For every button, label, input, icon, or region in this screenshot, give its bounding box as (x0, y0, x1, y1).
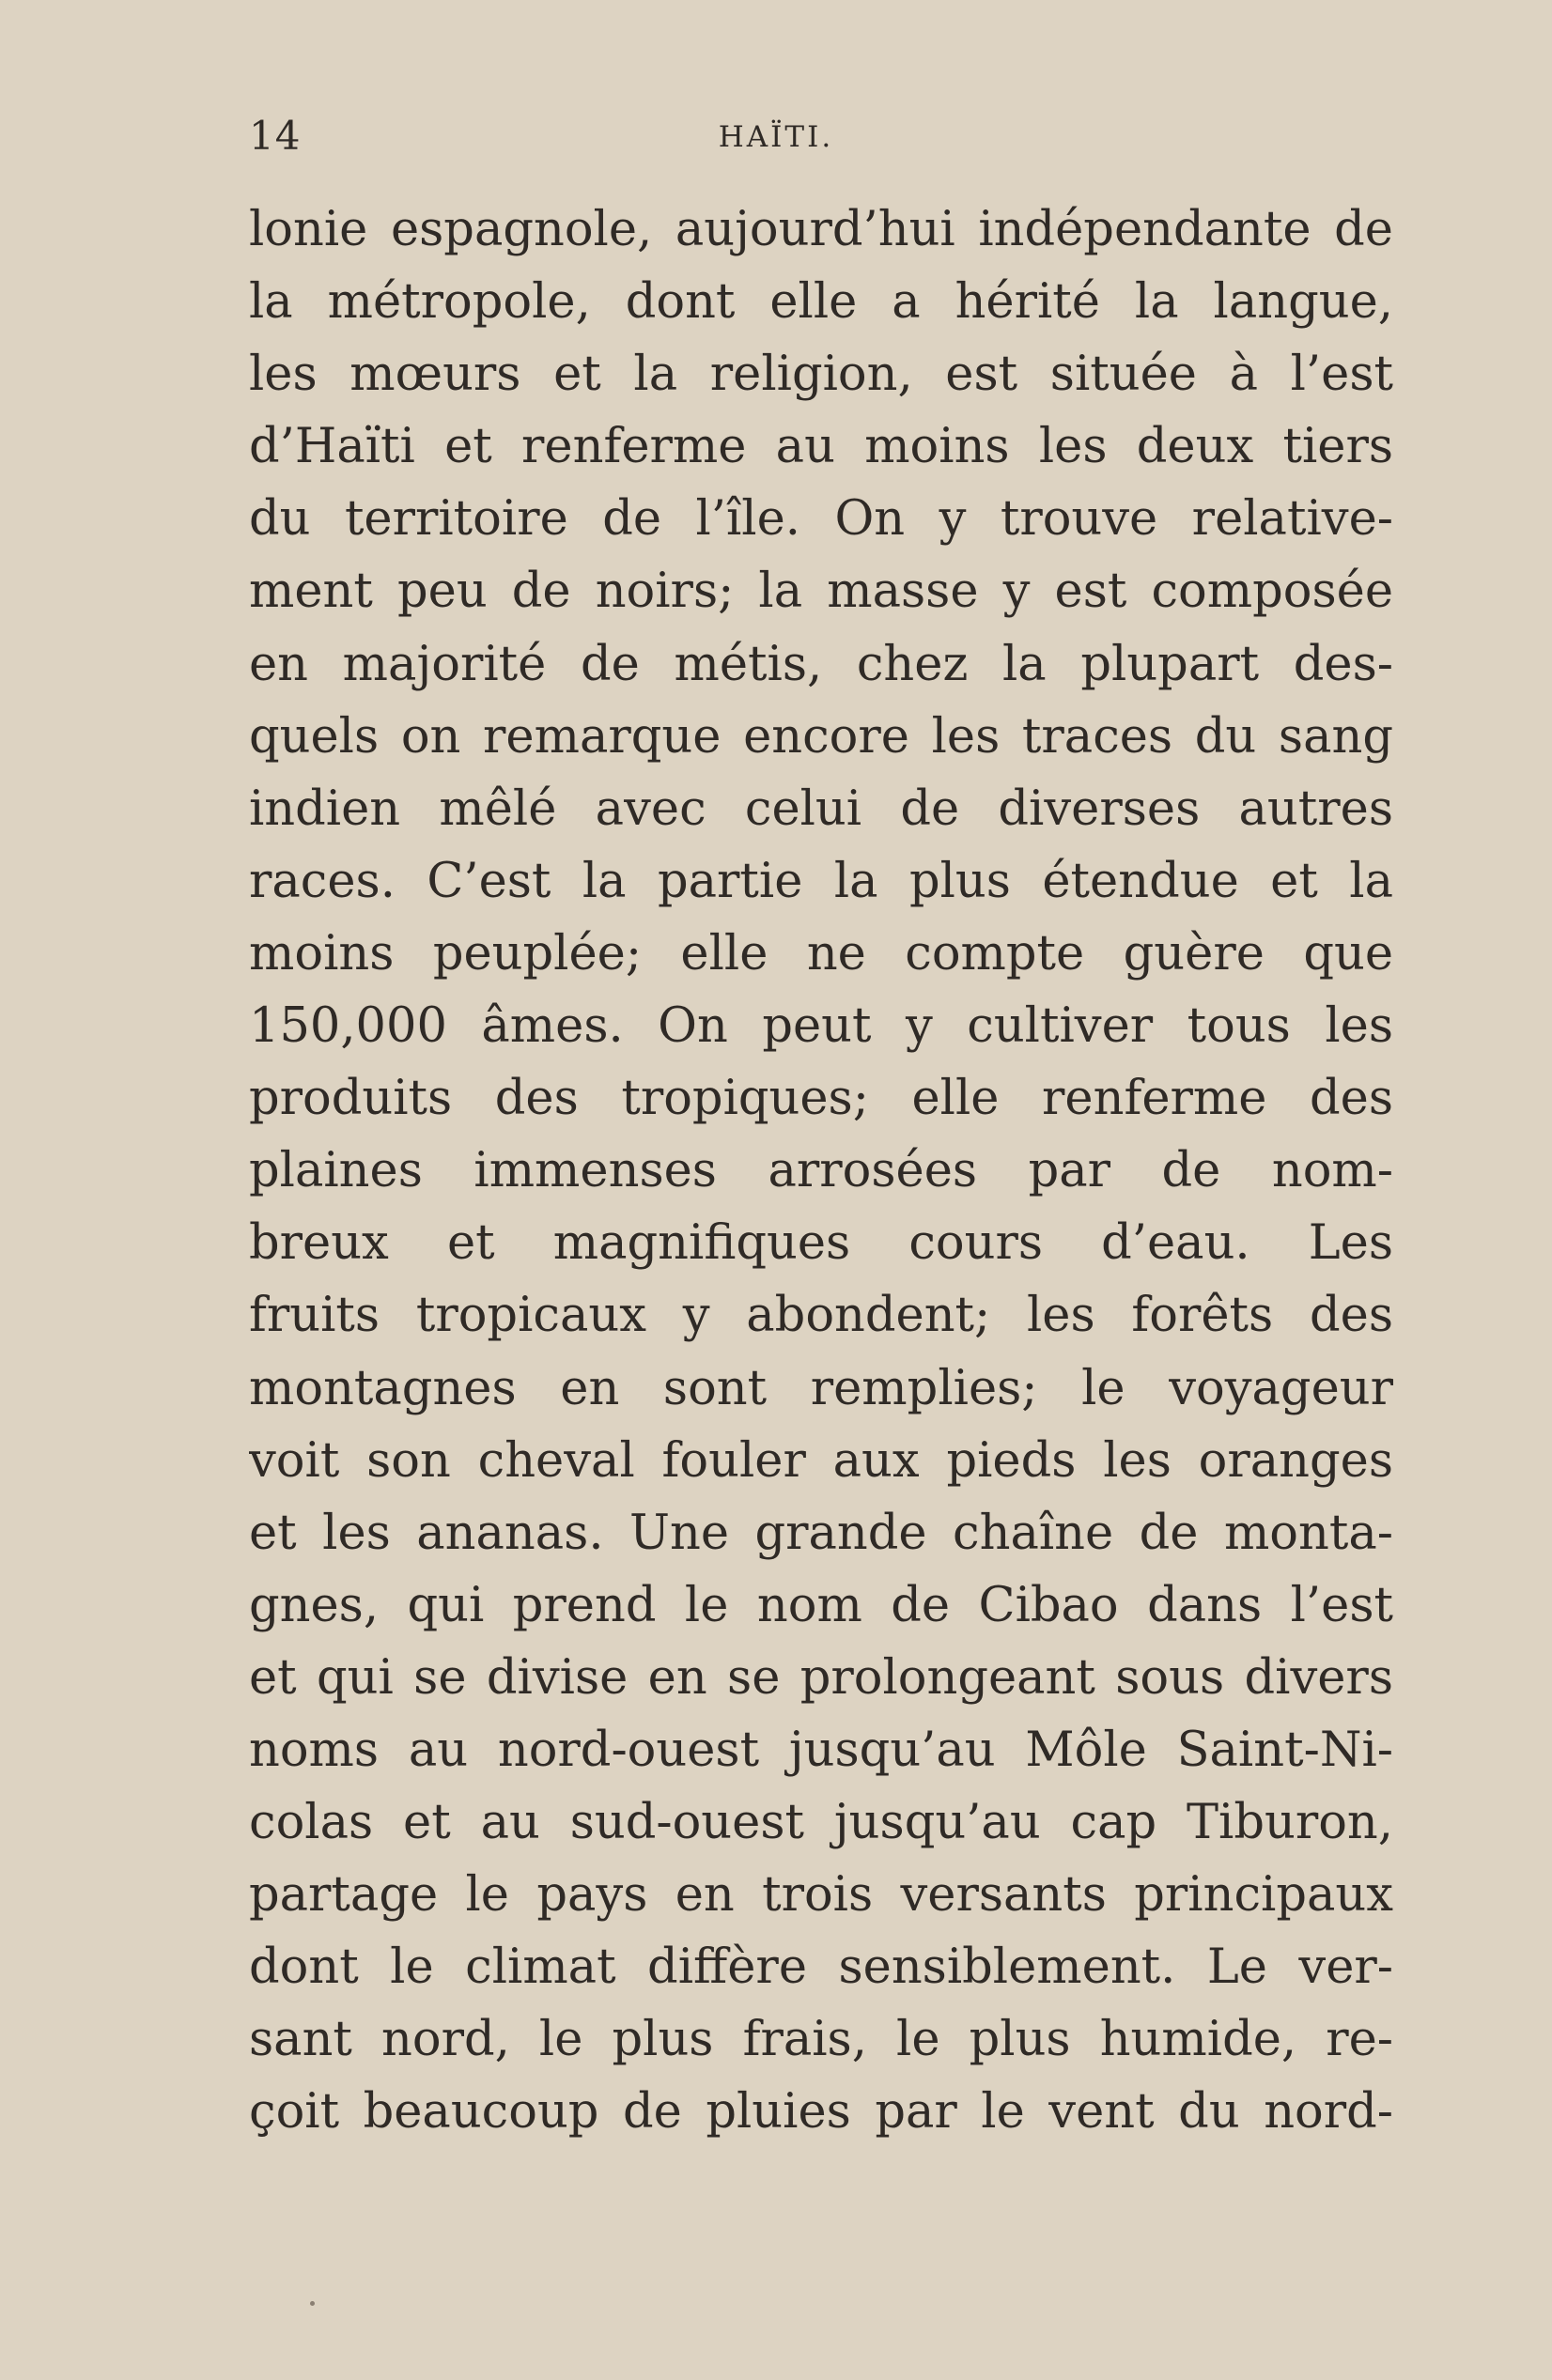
text-line: indien mêlé avec celui de diverses autres (249, 780, 1393, 837)
body-text (249, 193, 1393, 2149)
text-line: les mœurs et la religion, est située à l’est (249, 347, 1393, 403)
text-line: voit son cheval fouler aux pieds les oranges (249, 1432, 1393, 1489)
text-line: dont le climat diffère sensiblement. Le ver- (249, 1940, 1393, 1996)
text-line: lonie espagnole, aujourd’hui indépendante de (249, 202, 1393, 257)
text-line: plaines immenses arrosées par de nom- (249, 1143, 1393, 1199)
text-line: ment peu de noirs; la masse y est composée (249, 564, 1393, 620)
text-line: et qui se divise en se prolongeant sous divers (249, 1649, 1393, 1706)
text-line: races. C’est la partie la plus étendue et la (249, 853, 1393, 909)
text-line: çoit beaucoup de pluies par le vent du nord- (249, 2084, 1393, 2140)
text-line: noms au nord-ouest jusqu’au Môle Saint-Ni- (249, 1722, 1393, 1778)
text-line: fruits tropicaux y abondent; les forêts des (249, 1288, 1393, 1344)
text-line: moins peuplée; elle ne compte guère que (249, 925, 1393, 981)
text-line: quels on remarque encore les traces du sang (249, 708, 1393, 765)
running-title: HAÏTI. (718, 120, 834, 154)
text-line: montagnes en sont remplies; le voyageur (249, 1360, 1393, 1416)
text-line: gnes, qui prend le nom de Cibao dans l’est (249, 1577, 1393, 1633)
text-line: breux et magnifiques cours d’eau. Les (249, 1215, 1393, 1272)
text-line: d’Haïti et renferme au moins les deux tiers (249, 419, 1393, 475)
text-line: du territoire de l’île. On y trouve relative- (249, 491, 1393, 548)
text-line: 150,000 âmes. On peut y cultiver tous les (249, 998, 1393, 1055)
text-line: et les ananas. Une grande chaîne de monta- (249, 1505, 1393, 1561)
text-line: la métropole, dont elle a hérité la langue, (249, 274, 1393, 331)
text-line: partage le pays en trois versants principaux (249, 1867, 1393, 1924)
text-line: produits des tropiques; elle renferme des (249, 1071, 1393, 1127)
paper-speck (310, 2301, 315, 2306)
text-line: en majorité de métis, chez la plupart des- (249, 636, 1393, 692)
text-line: sant nord, le plus frais, le plus humide, re- (249, 2012, 1393, 2068)
page-number: 14 (249, 113, 302, 159)
text-line: colas et au sud-ouest jusqu’au cap Tiburon, (249, 1795, 1393, 1851)
